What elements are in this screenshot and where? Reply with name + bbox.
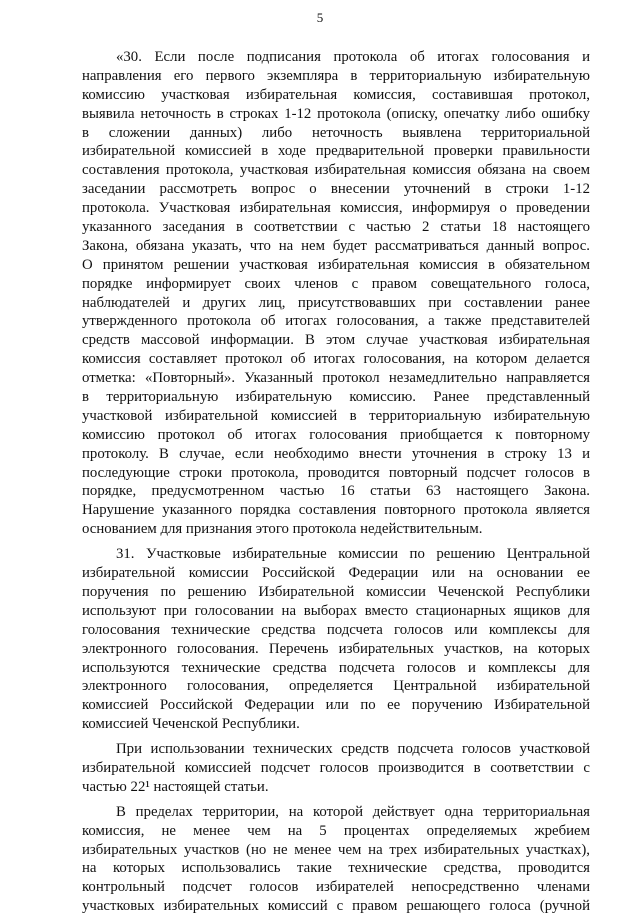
text-line: избирательных участков (но не менее чем на трех избирательных участках),	[82, 841, 590, 858]
text-line: комиссия составляет протокол об итогах голосования, на котором делается	[82, 351, 590, 368]
paragraph	[82, 545, 590, 734]
text-line: О принятом решении участковая избирательная комиссия в обязательном	[82, 256, 590, 273]
text-line: поручения по решению Избирательной комиссии Чеченской Республики	[82, 583, 590, 600]
text-line: Закона, обязана указать, что на нем будет рассматриваться данный вопрос.	[82, 237, 590, 254]
text-line: протоколу. В случае, если необходимо внести уточнения в строку 13 и	[82, 445, 590, 462]
paragraph	[82, 48, 590, 539]
text-line: в территориальную избирательную комиссию. Ранее представленный	[82, 389, 590, 406]
text-line: электронного голосования, определяется Центральной избирательной	[82, 678, 590, 695]
text-line: избирательной комиссией в ходе предварительной проверки правильности	[82, 143, 590, 160]
text-line: используются технические средства подсчета голосов и комплексы для	[82, 659, 590, 676]
text-line: используют при голосовании на выборах вместо стационарных ящиков для	[82, 602, 590, 619]
text-line: комиссией Чеченской Республики.	[82, 716, 300, 733]
text-line: «30. Если после подписания протокола об итогах голосования и	[116, 49, 590, 65]
text-line: направления его первого экземпляра в территориальную избирательную	[82, 67, 590, 84]
text-line: составления протокола, участковая избирательная комиссия обязана на своем	[82, 162, 590, 179]
text-line: контрольный подсчет голосов избирателей непосредственно членами	[82, 879, 590, 896]
text-line: заседании рассмотреть вопрос о внесении уточнений в строки 1-12	[82, 181, 590, 198]
text-line: комиссией Российской Федерации или по ее поручению Избирательной	[82, 697, 590, 714]
document-body	[82, 48, 590, 916]
text-line: выявила неточность в строках 1-12 протокола (описку, опечатку либо ошибку	[82, 105, 590, 122]
text-line: в сложении данных) либо неточность выявлена территориальной	[82, 124, 590, 141]
text-line: голосования технические средства подсчета голосов или комплексы для	[82, 621, 590, 638]
paragraph	[82, 803, 590, 916]
text-line: комиссия, не менее чем на 5 процентах определяемых жребием	[82, 822, 590, 839]
text-line: комиссию протокол об итогах голосования приобщается к повторному	[82, 426, 590, 443]
text-line: указанного заседания в соответствии с частью 2 статьи 18 настоящего	[82, 219, 590, 236]
text-line: частью 22¹ настоящей статьи.	[82, 778, 269, 795]
page-number: 5	[316, 10, 324, 25]
text-line: средств массовой информации. В этом случае участковая избирательная	[82, 332, 590, 349]
text-line: комиссию участковая избирательная комиссия, составившая протокол,	[82, 86, 590, 103]
text-line: порядке информирует своих членов с правом совещательного голоса,	[82, 275, 590, 292]
text-line: на которых использовались такие технические средства, проводится	[82, 860, 590, 877]
paragraph	[82, 740, 590, 797]
text-line: последующие строки протокола, проводится повторный подсчет голосов в	[82, 464, 590, 481]
text-line: отметка: «Повторный». Указанный протокол незамедлительно направляется	[82, 370, 590, 387]
text-line: 31. Участковые избирательные комиссии по решению Центральной	[116, 546, 590, 563]
text-line: утвержденного протокола об итогах голосования, а также представителей	[82, 313, 590, 330]
text-line: электронного голосования. Перечень избирательных участков, на которых	[82, 640, 590, 657]
text-line: избирательной комиссией подсчет голосов производится в соответствии с	[82, 759, 590, 776]
text-line: При использовании технических средств подсчета голосов участковой	[116, 741, 590, 758]
text-line: В пределах территории, на которой действует одна территориальная	[116, 803, 590, 820]
text-line: избирательной комиссии Российской Федерации или на основании ее	[82, 565, 590, 582]
text-line: участковых избирательных комиссий с правом решающего голоса (ручной	[82, 898, 590, 915]
text-line: порядке, предусмотренном частью 16 статьи 63 настоящего Закона.	[82, 483, 590, 500]
text-line: Нарушение указанного порядка составления повторного протокола является	[82, 502, 590, 519]
text-line: протокола. Участковая избирательная комиссия, информируя о проведении	[82, 200, 590, 217]
text-line: участковой избирательной комиссией в территориальную избирательную	[82, 407, 590, 424]
text-line: основанием для признания этого протокола недействительным.	[82, 521, 483, 538]
text-line: наблюдателей и других лиц, присутствовавших при составлении ранее	[82, 294, 590, 311]
